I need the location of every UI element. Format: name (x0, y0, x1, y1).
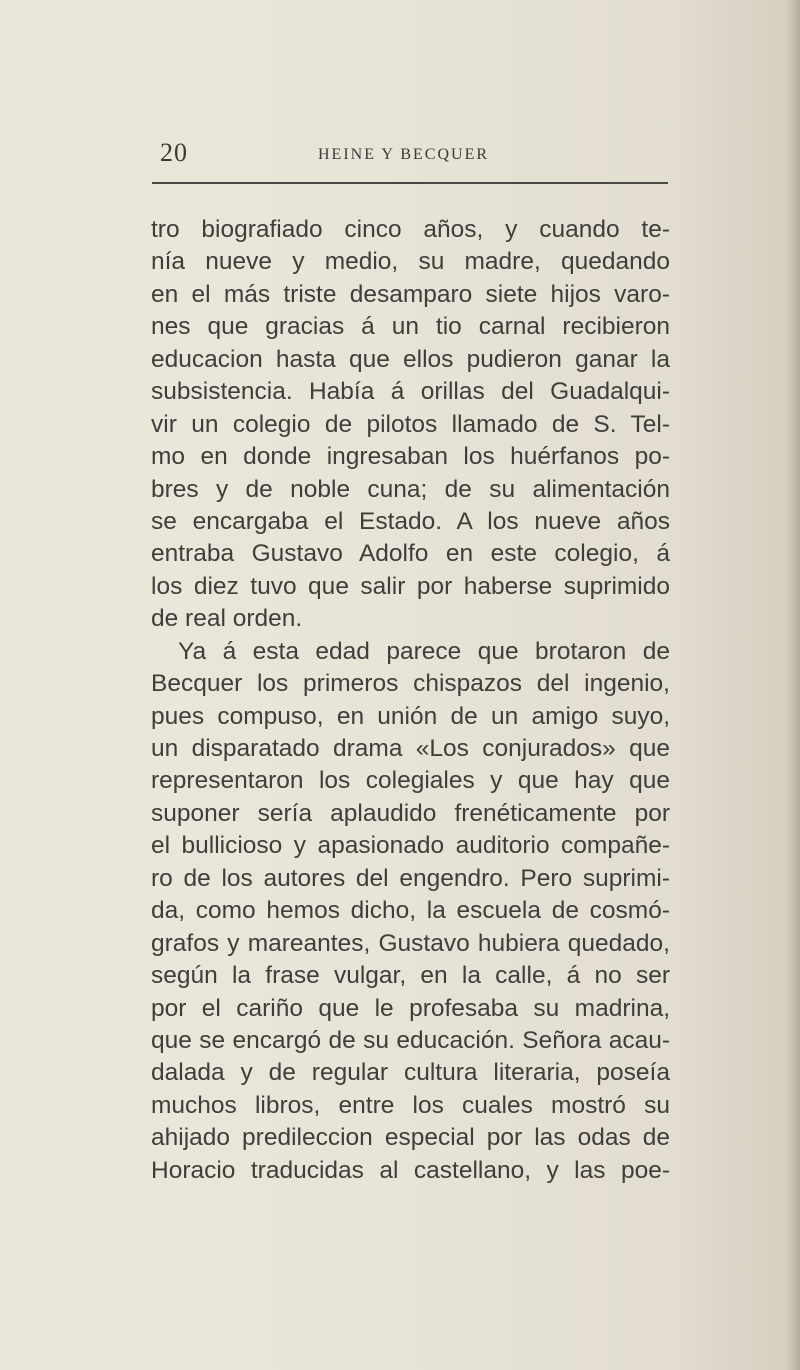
text-line: en el más triste desamparo siete hijos varo- (151, 280, 670, 308)
text-line: grafos y mareantes, Gustavo hubiera quedado, (151, 929, 670, 957)
text-line: mo en donde ingresaban los huérfanos po- (151, 443, 670, 471)
text-line: nía nueve y medio, su madre, quedando (151, 248, 670, 276)
page-header (152, 138, 672, 178)
text-line: por el cariño que le profesaba su madrina, (151, 994, 670, 1022)
text-line: Ya á esta edad parece que brotaron de (178, 637, 670, 665)
page-number: 20 (160, 138, 188, 167)
text-line: se encargaba el Estado. A los nueve años (151, 507, 670, 535)
text-line: pues compuso, en unión de un amigo suyo, (151, 702, 670, 730)
text-line: Horacio traducidas al castellano, y las poe- (151, 1156, 670, 1184)
text-line: un disparatado drama «Los conjurados» que (151, 735, 670, 762)
body-text (151, 214, 670, 1187)
page-edge-shadow (786, 0, 800, 1370)
text-line: dalada y de regular cultura literaria, poseía (151, 1059, 670, 1087)
text-line: ahijado predileccion especial por las odas de (151, 1124, 670, 1152)
text-line: bres y de noble cuna; de su alimentación (151, 475, 670, 503)
text-line: vir un colegio de pilotos llamado de S. Tel- (151, 410, 670, 438)
paragraph-1 (151, 214, 670, 636)
text-line: ro de los autores del engendro. Pero suprimi- (151, 864, 670, 892)
text-line: el bullicioso y apasionado auditorio compañe- (151, 832, 670, 860)
paragraph-2 (151, 636, 670, 1187)
text-line: tro biografiado cinco años, y cuando te- (151, 216, 670, 243)
text-line: los diez tuvo que salir por haberse suprimido (151, 572, 670, 600)
text-line: de real orden. (151, 605, 303, 633)
running-title: HEINE Y BECQUER (318, 146, 490, 163)
text-line: da, como hemos dicho, la escuela de cosmó- (151, 897, 670, 925)
header-rule (152, 182, 668, 184)
text-line: muchos libros, entre los cuales mostró su (151, 1091, 670, 1119)
text-line: entraba Gustavo Adolfo en este colegio, á (151, 540, 670, 568)
text-line: representaron los colegiales y que hay que (151, 767, 670, 795)
text-line: Becquer los primeros chispazos del ingenio, (151, 670, 670, 698)
text-line: subsistencia. Había á orillas del Guadalqui- (151, 378, 670, 406)
text-line: que se encargó de su educación. Señora acau- (151, 1026, 670, 1054)
text-line: educacion hasta que ellos pudieron ganar la (151, 345, 670, 373)
text-line: nes que gracias á un tio carnal recibieron (151, 313, 670, 341)
text-line: según la frase vulgar, en la calle, á no ser (151, 962, 670, 990)
text-line: suponer sería aplaudido frenéticamente por (151, 799, 670, 827)
